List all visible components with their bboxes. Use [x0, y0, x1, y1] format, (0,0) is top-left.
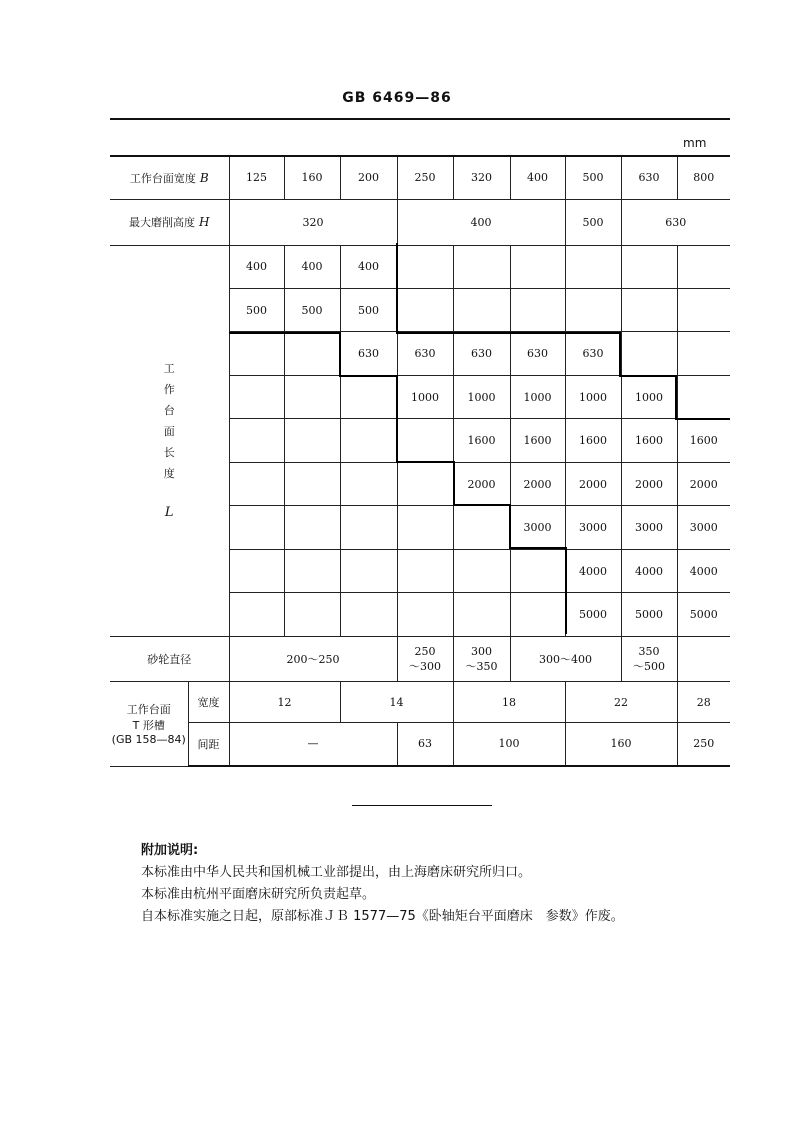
standard-number: GB 6469—86	[342, 90, 452, 106]
length-label	[164, 358, 175, 523]
table-cell	[284, 593, 340, 636]
table-cell	[340, 419, 397, 462]
notes-line: 本标准由杭州平面磨床研究所负责起草。	[141, 887, 376, 902]
width-row-header	[110, 156, 229, 199]
tslot-spacing-label	[188, 722, 229, 766]
cell-line: 250	[414, 644, 436, 658]
length-label-char: 面	[163, 425, 175, 439]
table-cell	[677, 288, 730, 331]
table-cell	[510, 245, 565, 288]
table-cell	[510, 549, 565, 592]
notes-title: 附加说明:	[141, 843, 199, 858]
width-label: 工作台面宽度	[129, 171, 196, 185]
table-cell	[677, 245, 730, 288]
table-cell	[677, 375, 730, 418]
table-cell: 5000	[677, 593, 730, 636]
table-cell: 300～400	[510, 636, 621, 682]
table-cell: 4000	[621, 549, 677, 592]
table-cell	[621, 332, 677, 375]
table-cell: 2000	[565, 462, 621, 505]
table-cell: 4000	[677, 549, 730, 592]
tslot-label-line: T 形槽	[132, 719, 165, 733]
height-symbol: H	[199, 215, 210, 230]
parameter-table	[110, 155, 730, 767]
table-cell: 630	[453, 332, 510, 375]
tslot-width-label	[188, 682, 229, 722]
height-label: 最大磨削高度	[129, 216, 196, 230]
table-cell: 63	[397, 722, 453, 766]
cell-line: ～350	[465, 659, 498, 673]
table-row	[110, 156, 730, 199]
table-cell: 500	[565, 199, 621, 245]
table-cell: 3000	[565, 506, 621, 549]
table-cell	[453, 636, 510, 682]
length-symbol: L	[164, 505, 174, 521]
cell-line: 300	[471, 644, 493, 658]
table-cell: 2000	[677, 462, 730, 505]
table-cell	[284, 332, 340, 375]
table-cell	[229, 593, 284, 636]
additional-notes	[141, 840, 741, 928]
table-cell: 3000	[510, 506, 565, 549]
table-cell: 320	[453, 156, 510, 199]
separator-rule	[352, 805, 492, 806]
table-cell: 250	[677, 722, 730, 766]
table-cell	[229, 332, 284, 375]
table-cell: 1600	[510, 419, 565, 462]
table-cell	[284, 375, 340, 418]
table-cell	[677, 636, 730, 682]
table-row	[110, 199, 730, 245]
table-cell: 1000	[397, 375, 453, 418]
table-row	[110, 245, 730, 288]
table-cell: 28	[677, 682, 730, 722]
length-label-char: 度	[163, 467, 175, 481]
table-cell	[229, 375, 284, 418]
table-cell: 12	[229, 682, 340, 722]
table-cell	[621, 245, 677, 288]
table-cell: 4000	[565, 549, 621, 592]
table-cell: 400	[229, 245, 284, 288]
table-cell: 5000	[565, 593, 621, 636]
table-cell	[397, 549, 453, 592]
table-cell: 1600	[453, 419, 510, 462]
table-cell: 2000	[621, 462, 677, 505]
table-cell: 500	[340, 288, 397, 331]
table-cell: 1000	[510, 375, 565, 418]
table-cell	[284, 506, 340, 549]
table-cell	[565, 288, 621, 331]
table-cell	[229, 549, 284, 592]
table-cell: 400	[284, 245, 340, 288]
table-cell	[621, 288, 677, 331]
table-cell: 1600	[565, 419, 621, 462]
height-row-header	[110, 199, 229, 245]
table-cell: 500	[284, 288, 340, 331]
tslot-row-header	[110, 682, 188, 766]
table-cell: 5000	[621, 593, 677, 636]
length-label-char: 台	[163, 404, 175, 418]
table-cell	[565, 245, 621, 288]
cell-line: 350	[638, 644, 660, 658]
table-cell: 3000	[677, 506, 730, 549]
table-cell	[284, 462, 340, 505]
tslot-label-line: 工作台面	[126, 703, 171, 717]
table-cell: 2000	[510, 462, 565, 505]
table-cell	[229, 462, 284, 505]
table-cell: 160	[565, 722, 677, 766]
width-symbol: B	[199, 170, 209, 185]
unit-label: mm	[683, 136, 707, 150]
table-cell	[510, 288, 565, 331]
table-cell: 400	[510, 156, 565, 199]
table-cell: 630	[510, 332, 565, 375]
notes-line: 自本标准实施之日起，原部标准ＪＢ 1577—75《卧轴矩台平面磨床 参数》作废。	[141, 909, 624, 924]
table-cell: —	[229, 722, 397, 766]
table-cell: 3000	[621, 506, 677, 549]
table-cell	[397, 593, 453, 636]
table-cell: 250	[397, 156, 453, 199]
table-cell	[284, 549, 340, 592]
table-cell: 100	[453, 722, 565, 766]
length-label-char: 作	[163, 383, 175, 397]
table-cell	[340, 549, 397, 592]
cell-line: ～500	[633, 659, 666, 673]
notes-line: 本标准由中华人民共和国机械工业部提出，由上海磨床研究所归口。	[141, 865, 532, 880]
table-row	[110, 636, 730, 682]
table-cell	[621, 636, 677, 682]
table-cell	[340, 506, 397, 549]
table-cell: 630	[621, 156, 677, 199]
table-cell	[397, 506, 453, 549]
table-cell: 1000	[621, 375, 677, 418]
table-cell	[677, 332, 730, 375]
table-cell: 1000	[453, 375, 510, 418]
table-cell	[397, 419, 453, 462]
wheel-label: 砂轮直径	[147, 653, 192, 667]
table-cell	[229, 419, 284, 462]
table-cell: 630	[397, 332, 453, 375]
table-cell: 160	[284, 156, 340, 199]
table-cell: 18	[453, 682, 565, 722]
table-cell	[453, 593, 510, 636]
table-cell: 630	[340, 332, 397, 375]
table-cell	[229, 506, 284, 549]
table-cell: 1600	[677, 419, 730, 462]
length-label-char: 工	[163, 362, 175, 376]
table-cell: 125	[229, 156, 284, 199]
table-cell	[397, 288, 453, 331]
table-cell: 1600	[621, 419, 677, 462]
table-cell	[340, 462, 397, 505]
table-cell: 800	[677, 156, 730, 199]
table-cell: 630	[621, 199, 730, 245]
table-cell	[453, 288, 510, 331]
table-cell: 200～250	[229, 636, 397, 682]
table-cell: 14	[340, 682, 453, 722]
table-cell: 500	[565, 156, 621, 199]
tslot-label-line: (GB 158—84)	[111, 733, 186, 747]
table-row	[110, 722, 730, 766]
table-cell: 2000	[453, 462, 510, 505]
table-cell	[340, 593, 397, 636]
table-cell: 1000	[565, 375, 621, 418]
table-cell	[340, 375, 397, 418]
wheel-row-header	[110, 636, 229, 682]
length-row-header	[110, 245, 229, 636]
tslot-width-label-text: 宽度	[197, 696, 220, 710]
table-cell: 400	[340, 245, 397, 288]
table-cell	[453, 245, 510, 288]
table-cell	[453, 506, 510, 549]
table-cell: 400	[397, 199, 565, 245]
table-cell	[453, 549, 510, 592]
table-cell	[397, 245, 453, 288]
cell-line: ～300	[409, 659, 442, 673]
parameter-table-wrapper	[110, 155, 730, 767]
table-cell	[284, 419, 340, 462]
table-cell: 200	[340, 156, 397, 199]
table-cell: 320	[229, 199, 397, 245]
table-cell	[397, 462, 453, 505]
table-cell: 500	[229, 288, 284, 331]
table-cell	[397, 636, 453, 682]
tslot-spacing-label-text: 间距	[197, 737, 220, 751]
length-label-char: 长	[163, 446, 175, 460]
header-rule	[110, 118, 730, 120]
table-row	[110, 682, 730, 722]
table-cell: 22	[565, 682, 677, 722]
table-cell	[510, 593, 565, 636]
table-cell: 630	[565, 332, 621, 375]
